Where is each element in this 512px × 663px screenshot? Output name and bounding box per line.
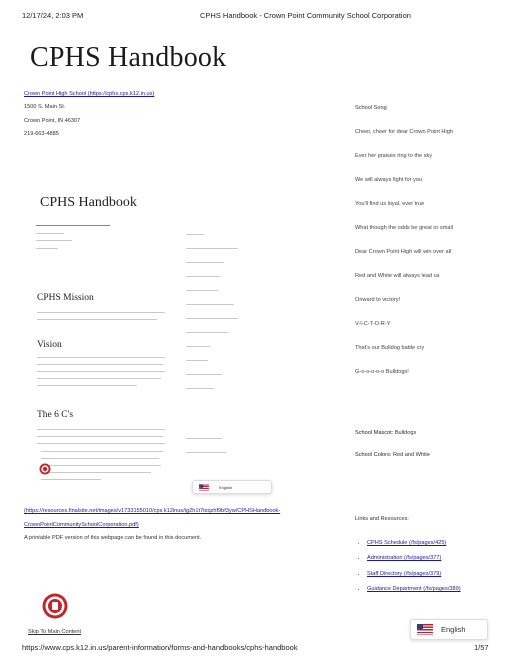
link-item xyxy=(367,540,461,546)
song-line: That's our Bulldog battle cry xyxy=(355,345,425,351)
preview-seal-icon xyxy=(39,463,51,475)
page-title: CPHS Handbook xyxy=(30,42,227,73)
us-flag-icon xyxy=(417,624,433,635)
link-administration[interactable]: Administration (/fs/pages/377) xyxy=(367,555,442,562)
preview-language-label: English xyxy=(219,484,233,490)
school-colors xyxy=(355,452,430,458)
song-line: Red and White will always lead us xyxy=(355,273,440,279)
pdf-link-line1[interactable]: (https://resources.finalsite.net/images/v1733155010/cps k12inus/ig2h1t7tsqzhf9bf3yw/CPHSHandbook- xyxy=(24,508,281,514)
song-line: Cheer, cheer for dear Crown Point High xyxy=(355,129,453,135)
song-line: You'll find us loyal, ever true xyxy=(355,201,425,207)
school-website-link[interactable]: Crown Point High School (https://cphs.cps.k12.in.us) xyxy=(24,91,155,97)
preview-vision-heading: Vision xyxy=(37,340,62,350)
pdf-caption: A printable PDF version of this webpage can be found in this document. xyxy=(24,535,202,541)
song-line: V-I-C-T-O-R-Y xyxy=(355,321,391,327)
school-phone: 219-663-4885 xyxy=(24,131,59,137)
school-mascot xyxy=(355,430,416,436)
link-item xyxy=(367,555,461,561)
colors-value: Red and White xyxy=(392,452,430,458)
language-label: English xyxy=(441,625,466,634)
language-selector-button[interactable] xyxy=(410,619,488,640)
mascot-label: School Mascot: xyxy=(355,430,394,436)
pdf-link-line2[interactable]: CrownPointCommunitySchoolCorporation.pdf) xyxy=(24,522,139,528)
school-song-heading: School Song xyxy=(355,105,387,111)
print-url: https://www.cps.k12.in.us/parent-information/forms-and-handbooks/cphs-handbook xyxy=(22,643,298,652)
link-guidance-department[interactable]: Guidance Department (/fs/pages/389) xyxy=(367,586,461,593)
preview-language-selector xyxy=(192,480,272,494)
link-item xyxy=(367,586,461,592)
link-staff-directory[interactable]: Staff Directory (/fs/pages/379) xyxy=(367,570,442,577)
link-item xyxy=(367,571,461,577)
preview-title: CPHS Handbook xyxy=(40,195,137,210)
school-address-line1: 1500 S. Main St. xyxy=(24,104,66,110)
us-flag-icon xyxy=(199,484,209,490)
mascot-value: Bulldogs xyxy=(394,430,417,436)
skip-to-main-content-link[interactable]: Skip To Main Content xyxy=(28,629,82,635)
preview-six-cs-heading: The 6 C's xyxy=(37,410,74,420)
links-heading: Links and Resources: xyxy=(355,516,409,522)
song-line: Onward to victory! xyxy=(355,297,401,303)
song-line: G-o-o-o-o-o Bulldogs! xyxy=(355,369,409,375)
link-cphs-schedule[interactable]: CPHS Schedule (/fs/pages/425) xyxy=(367,540,447,546)
print-page-title: CPHS Handbook - Crown Point Community School Corporation xyxy=(200,11,411,20)
school-address-line2: Crown Point, IN 46307 xyxy=(24,118,81,124)
print-datetime: 12/17/24, 2:03 PM xyxy=(22,11,84,20)
handbook-preview-image xyxy=(28,184,288,500)
links-list xyxy=(355,540,461,602)
preview-mission-heading: CPHS Mission xyxy=(37,293,94,303)
song-line: Ever her praises ring to the sky xyxy=(355,153,433,159)
school-seal-icon xyxy=(42,593,68,619)
song-line: What though the odds be great or small xyxy=(355,225,453,231)
print-page-number: 1/57 xyxy=(474,643,489,652)
song-line: Dear Crown Point High will win over all xyxy=(355,249,452,255)
colors-label: School Colors: xyxy=(355,452,392,458)
song-line: We will always fight for you xyxy=(355,177,423,183)
